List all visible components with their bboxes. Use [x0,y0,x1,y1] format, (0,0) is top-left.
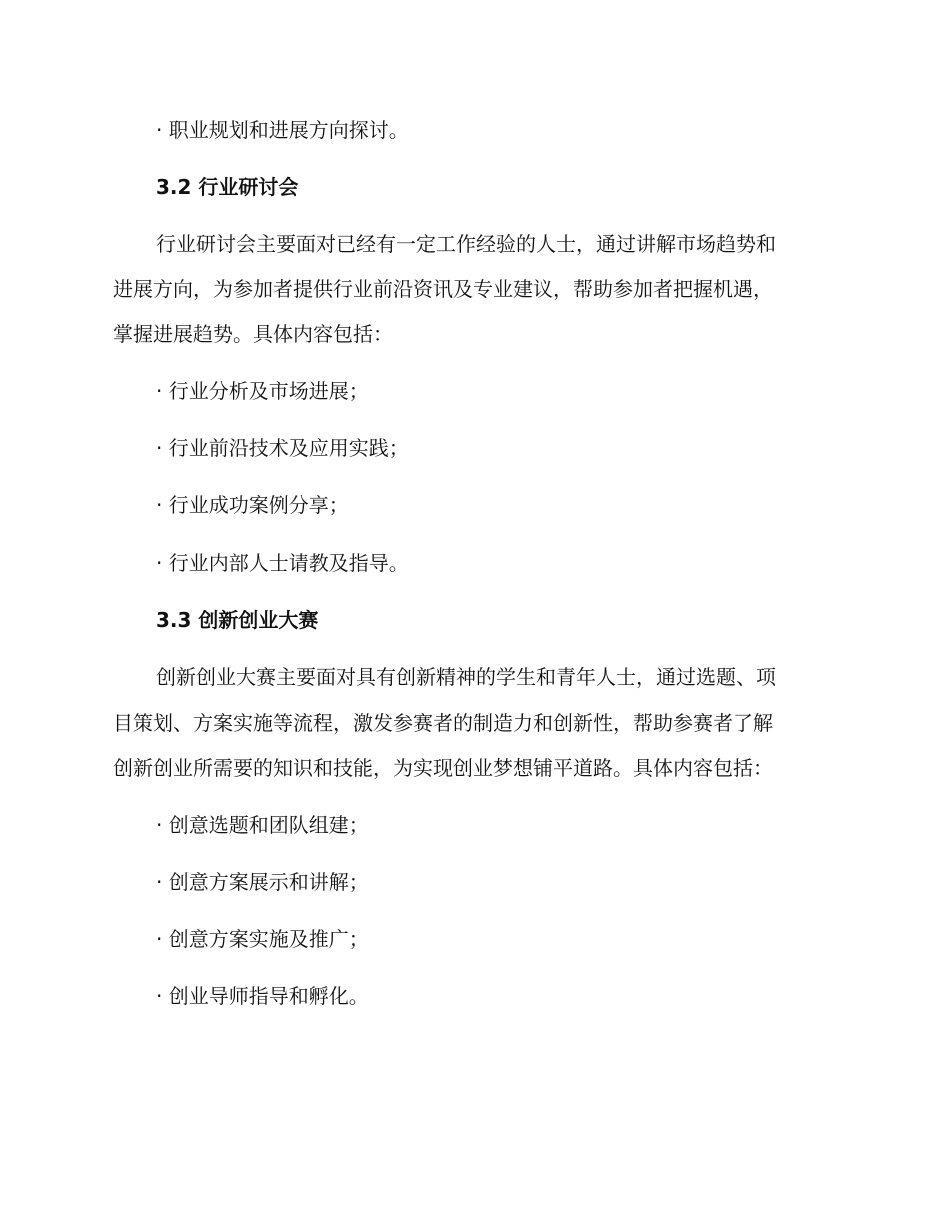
paragraph-line: 掌握进展趋势。具体内容包括： [113,322,393,346]
list-item: · 创业导师指导和孵化。 [156,984,369,1008]
list-item: · 行业内部人士请教及指导。 [156,551,409,575]
paragraph-line: 创新创业大赛主要面对具有创新精神的学生和青年人士，通过选题、项 [156,665,776,689]
paragraph-line: 创新创业所需要的知识和技能，为实现创业梦想铺平道路。具体内容包括： [113,756,773,780]
paragraph-line: 目策划、方案实施等流程，激发参赛者的制造力和创新性，帮助参赛者了解 [113,711,773,735]
list-item: · 行业前沿技术及应用实践； [156,436,409,460]
section-heading-3-2: 3.2 行业研讨会 [156,175,299,199]
section-heading-3-3: 3.3 创新创业大赛 [156,608,319,632]
list-item: · 行业成功案例分享； [156,493,349,517]
list-item: · 创意方案实施及推广； [156,927,369,951]
paragraph-line: 进展方向，为参加者提供行业前沿资讯及专业建议，帮助参加者把握机遇， [113,277,773,301]
list-item: · 创意选题和团队组建； [156,813,369,837]
paragraph-line: 行业研讨会主要面对已经有一定工作经验的人士，通过讲解市场趋势和 [156,232,776,256]
list-item: · 行业分析及市场进展； [156,379,369,403]
list-item: · 职业规划和进展方向探讨。 [156,118,409,142]
list-item: · 创意方案展示和讲解； [156,870,369,894]
